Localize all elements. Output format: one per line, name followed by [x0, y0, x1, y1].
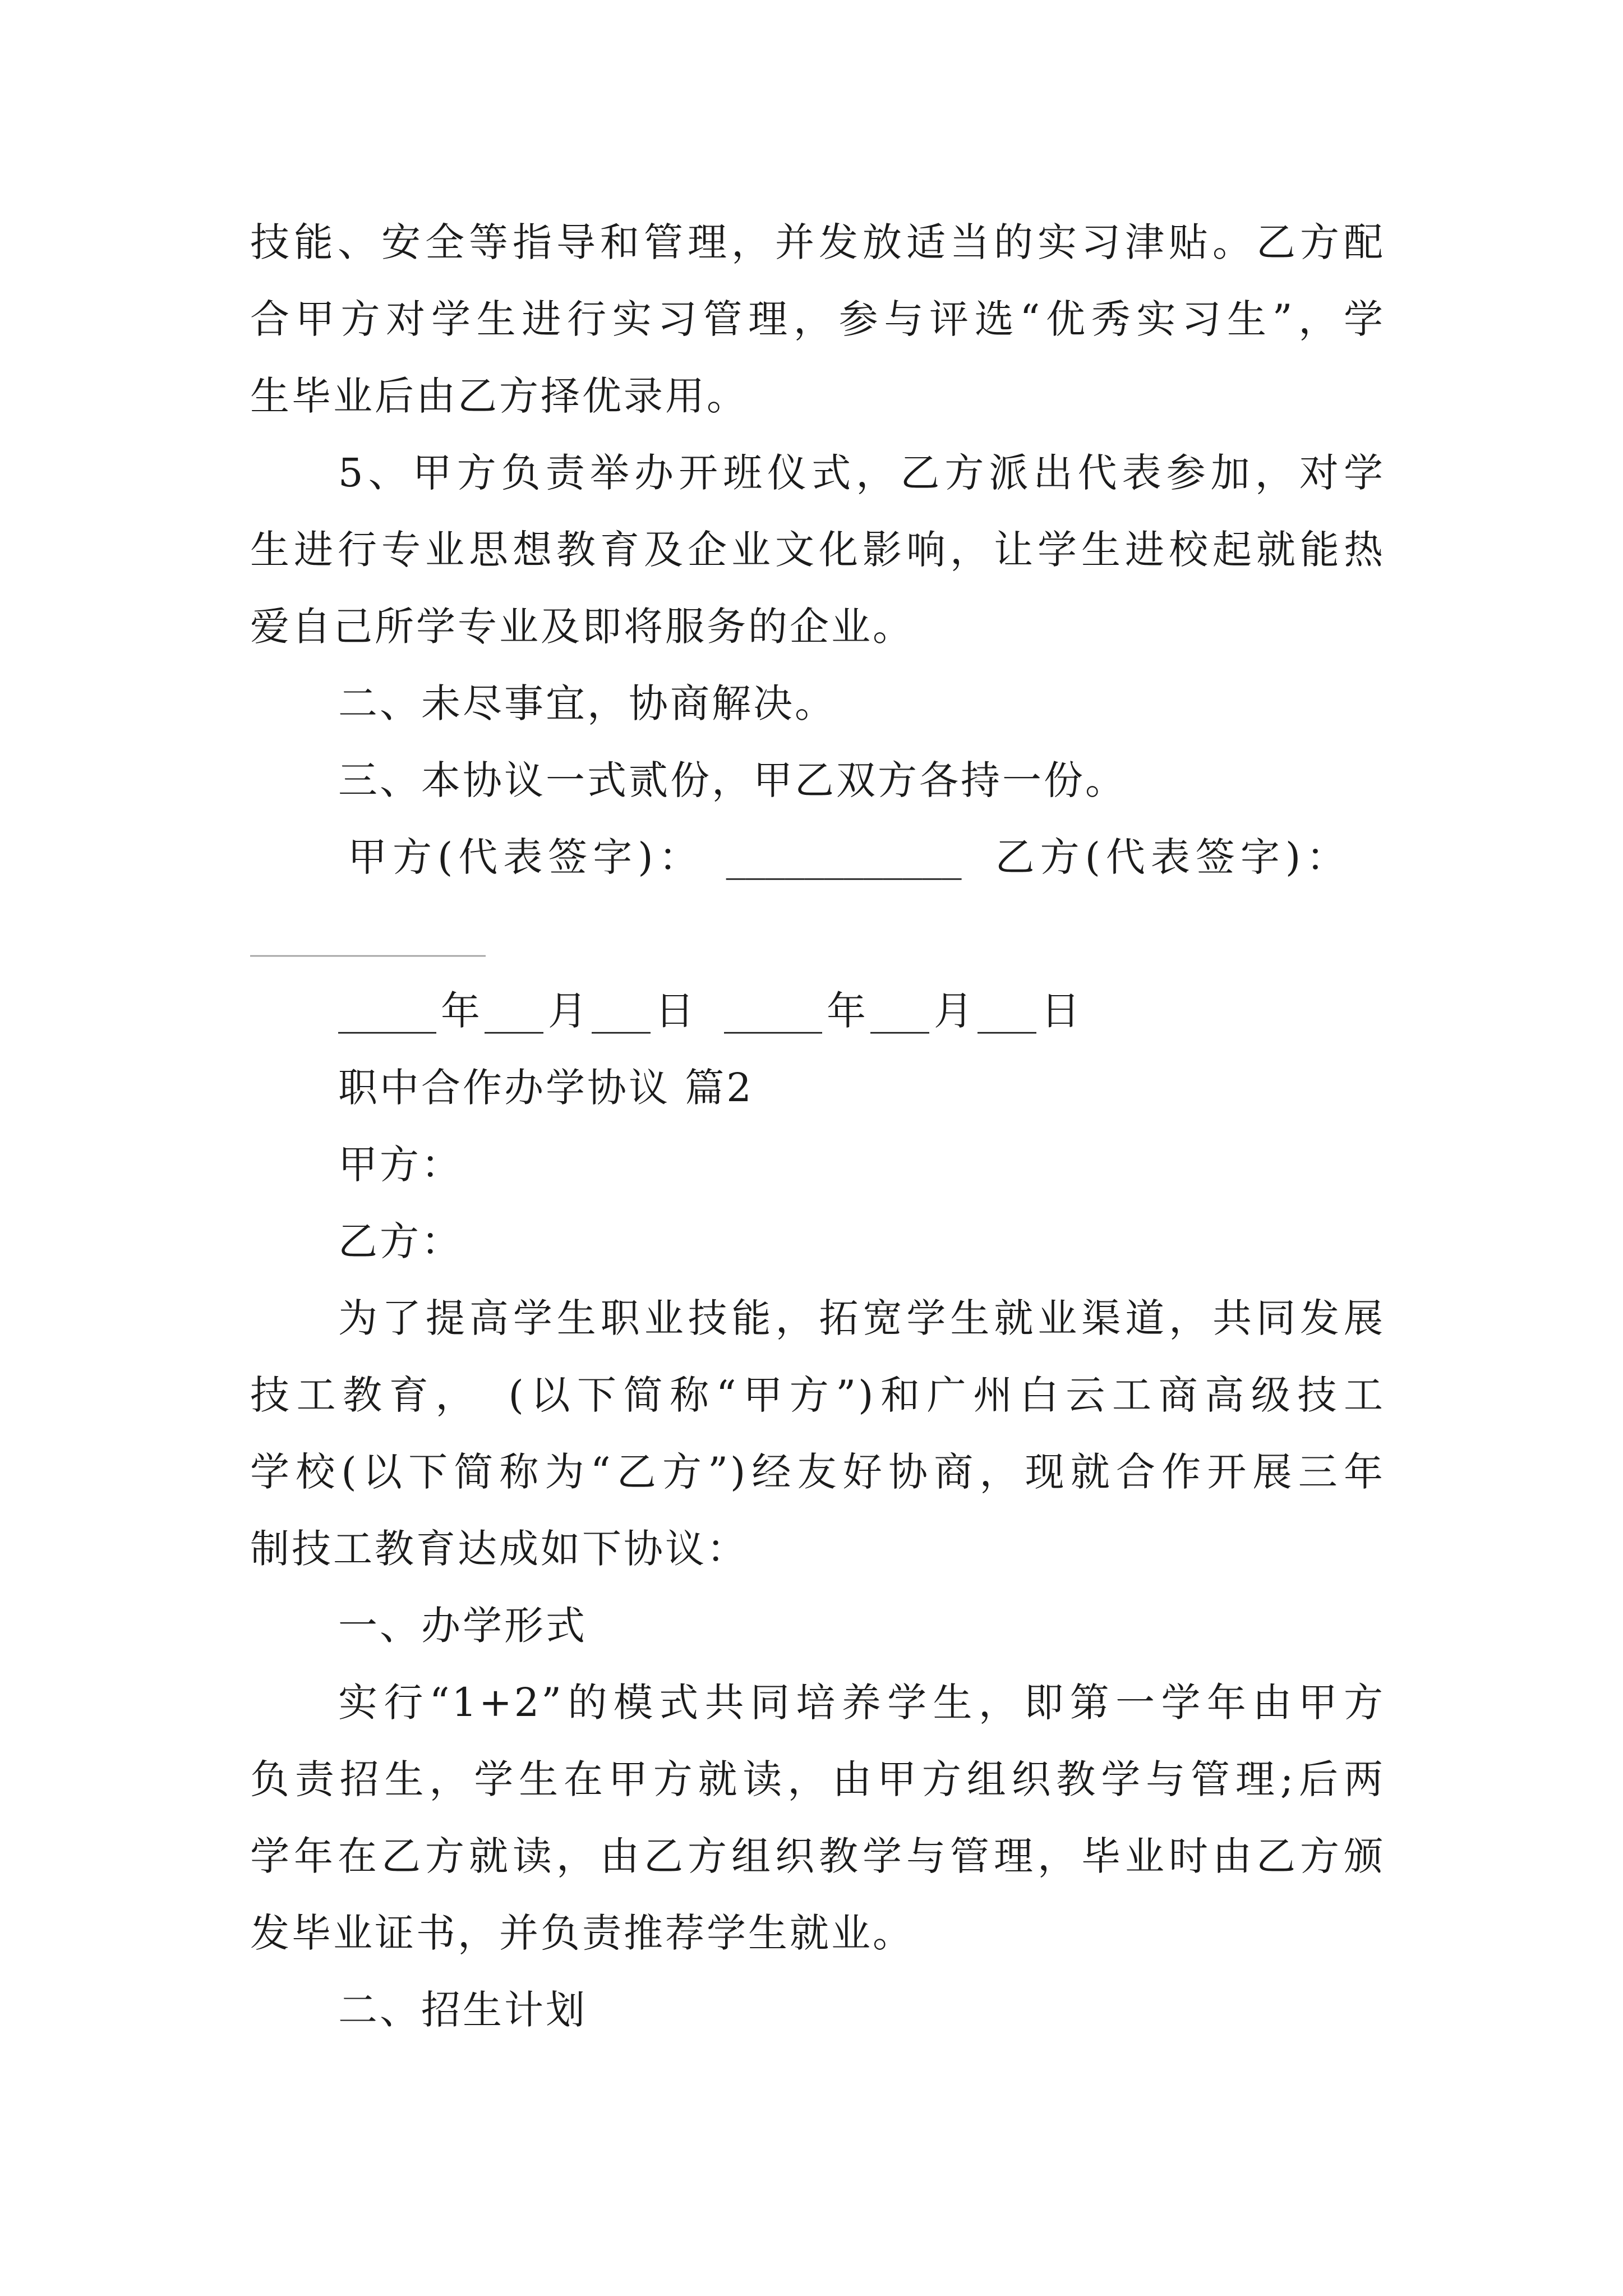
- year-blank: _____: [338, 988, 436, 1034]
- preamble-line: 学校(以下简称为“乙方”)经友好协商，现就合作开展三年: [250, 1449, 1385, 1495]
- preamble-line: 技工教育， (以下简称“甲方”)和广州白云工商高级技工: [250, 1372, 1385, 1418]
- section-one-line: 发毕业证书，并负责推荐学生就业。: [250, 1910, 914, 1956]
- day-blank: ___: [978, 988, 1036, 1034]
- section-one-heading: 一、办学形式: [338, 1603, 587, 1649]
- month-blank: ___: [485, 988, 543, 1034]
- date-row: [250, 973, 1385, 1050]
- section-two-heading: 二、招生计划: [338, 1987, 587, 2033]
- preamble-line: 为了提高学生职业技能，拓宽学生就业渠道，共同发展: [338, 1295, 1385, 1341]
- party-a-signature-blank: ____________: [726, 834, 962, 880]
- preamble-line: 制技工教育达成如下协议：: [250, 1526, 748, 1572]
- year-blank: _____: [724, 988, 822, 1034]
- day-label: 日: [655, 988, 694, 1034]
- year-label: 年: [441, 988, 480, 1034]
- year-label: 年: [827, 988, 866, 1034]
- month-label: 月: [934, 988, 973, 1034]
- clause-5-line: 5、甲方负责举办开班仪式，乙方派出代表参加，对学: [338, 450, 1385, 496]
- clause-three: 三、本协议一式贰份，甲乙双方各持一份。: [338, 757, 1127, 803]
- clause-two: 二、未尽事宜，协商解决。: [338, 680, 836, 726]
- clause-5-line: 生进行专业思想教育及企业文化影响，让学生进校起就能热: [250, 527, 1385, 573]
- party-a-line: 甲方：: [338, 1142, 463, 1188]
- continuation-line: 生毕业后由乙方择优录用。: [250, 373, 748, 419]
- party-a-signature-label: 甲方(代表签字)：: [348, 834, 704, 880]
- signature-row: [250, 819, 1385, 896]
- party-b-signature-label: 乙方(代表签字)：: [995, 834, 1352, 880]
- day-blank: ___: [592, 988, 651, 1034]
- month-label: 月: [548, 988, 587, 1034]
- section-one-line: 学年在乙方就读，由乙方组织教学与管理，毕业时由乙方颁: [250, 1833, 1385, 1879]
- section-one-line: 实行“1+2”的模式共同培养学生，即第一学年由甲方: [338, 1680, 1385, 1726]
- day-label: 日: [1041, 988, 1080, 1034]
- party-b-signature-blank-row: [250, 896, 1385, 973]
- clause-5-line: 爱自己所学专业及即将服务的企业。: [250, 604, 914, 650]
- continuation-line: 合甲方对学生进行实习管理，参与评选“优秀实习生”，学: [250, 296, 1385, 342]
- section-one-line: 负责招生，学生在甲方就读，由甲方组织教学与管理;后两: [250, 1756, 1385, 1802]
- party-b-line: 乙方：: [338, 1218, 463, 1264]
- month-blank: ___: [870, 988, 929, 1034]
- party-b-signature-blank: ____________: [250, 911, 486, 957]
- section-title: 职中合作办学协议 篇2: [338, 1065, 754, 1111]
- continuation-line: 技能、安全等指导和管理，并发放适当的实习津贴。乙方配: [250, 219, 1385, 265]
- document-body: [250, 204, 1385, 2049]
